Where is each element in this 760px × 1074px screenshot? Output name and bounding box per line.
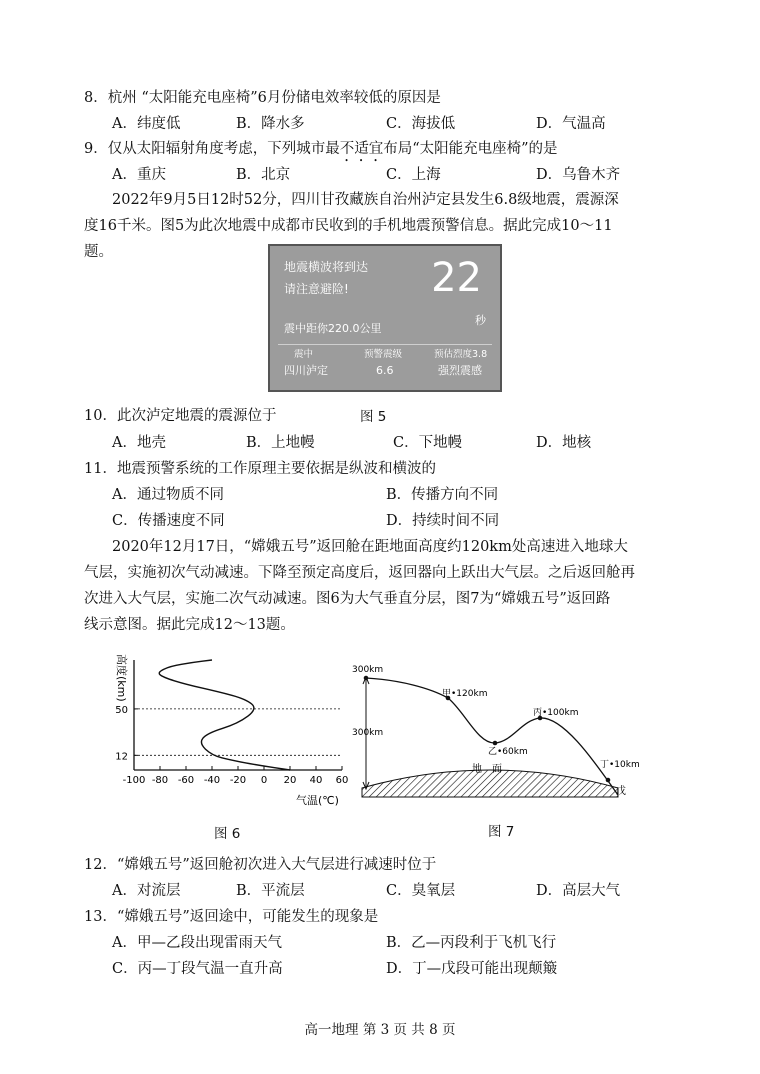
fig6-x-tick-label: 40: [309, 775, 323, 786]
alert-epicenter-label: 震中: [294, 349, 314, 360]
q10-option-b: B．上地幔: [246, 435, 315, 451]
alert-intensity-value: 强烈震感: [438, 364, 482, 377]
q10-option-a: A．地壳: [112, 435, 166, 451]
fig7-point-yi: [493, 741, 498, 746]
q9-option-d: D．乌鲁木齐: [536, 167, 621, 183]
alert-line-1: 地震横波将到达: [284, 260, 369, 274]
q9-stem-b: 布局“太阳能充电座椅”的是: [383, 141, 558, 157]
intro1-line-1: 2022年9月5日12时52分，四川甘孜藏族自治州泸定县发生6.8级地震，震源深: [112, 192, 619, 208]
q13-option-d: D．丁—戊段可能出现颠簸: [386, 961, 558, 977]
fig7-label-yi: 乙•60km: [488, 747, 528, 757]
fig5-caption: 图 5: [360, 409, 387, 425]
fig6-x-tick-label: 0: [260, 775, 268, 786]
fig6-y-label: 高度(km): [115, 654, 128, 702]
q10-stem: 10．此次泸定地震的震源位于: [84, 408, 277, 424]
page-footer: 高一地理 第 3 页 共 8 页: [304, 1022, 456, 1038]
fig7-label-jia: 甲•120km: [442, 689, 488, 699]
q11-option-a: A．通过物质不同: [112, 487, 224, 503]
alert-magnitude-value: 6.6: [376, 364, 394, 377]
fig7-trajectory-diagram: [350, 660, 650, 805]
q12-option-c: C．臭氧层: [386, 883, 456, 899]
fig6-x-tick-label: -80: [151, 775, 169, 786]
fig6-x-label: 气温(℃): [296, 794, 339, 807]
fig7-side-height: 300km: [352, 728, 384, 738]
q13-option-c: C．丙—丁段气温一直升高: [112, 961, 283, 977]
fig7-label-bing: 丙•100km: [533, 708, 579, 718]
alert-unit: 秒: [475, 314, 486, 327]
fig7-point-ding: [606, 778, 611, 783]
fig7-label-ding: 丁•10km: [600, 760, 640, 770]
fig6-x-tick-label: -100: [122, 775, 146, 786]
q12-option-a: A．对流层: [112, 883, 181, 899]
fig6-temperature-curve: [159, 660, 290, 770]
q8-option-c: C．海拔低: [386, 116, 456, 132]
q11-option-d: D．持续时间不同: [386, 513, 500, 529]
q11-option-b: B．传播方向不同: [386, 487, 499, 503]
q8-option-d: D．气温高: [536, 116, 606, 132]
q9-option-b: B．北京: [236, 167, 291, 183]
fig6-x-tick-label: 60: [335, 775, 349, 786]
alert-epicenter-value: 四川泸定: [284, 364, 328, 377]
q9-stem-a: 9．仅从太阳辐射角度考虑，下列城市最: [84, 141, 340, 157]
q12-option-d: D．高层大气: [536, 883, 621, 899]
fig6-caption: 图 6: [214, 826, 241, 842]
fig6-atmosphere-chart: [104, 648, 354, 808]
alert-intensity-label: 预估烈度3.8: [434, 349, 488, 360]
intro2-line-3: 次进入大气层，实施二次气动减速。图6为大气垂直分层，图7为“嫦娥五号”返回路: [84, 591, 611, 607]
q8-option-b: B．降水多: [236, 116, 305, 132]
alert-line-2: 请注意避险!: [284, 282, 349, 296]
fig6-x-tick-label: -20: [229, 775, 247, 786]
alert-distance: 震中距你220.0公里: [284, 322, 382, 335]
fig6-x-tick-label: -40: [203, 775, 221, 786]
fig6-x-tick-label: 20: [283, 775, 297, 786]
q12-option-b: B．平流层: [236, 883, 305, 899]
fig7-label-wu: 戊: [616, 786, 626, 797]
q9-stem: [84, 139, 558, 165]
intro1-line-3: 题。: [84, 244, 113, 260]
intro1-line-2: 度16千米。图5为此次地震中成都市民收到的手机地震预警信息。据此完成10～11: [84, 218, 613, 234]
q11-option-c: C．传播速度不同: [112, 513, 225, 529]
q9-option-c: C．上海: [386, 167, 441, 183]
q10-option-c: C．下地幔: [393, 435, 463, 451]
intro2-line-4: 线示意图。据此完成12～13题。: [84, 617, 295, 633]
q13-stem: 13．“嫦娥五号”返回途中，可能发生的现象是: [84, 909, 379, 925]
q13-option-a: A．甲—乙段出现雷雨天气: [112, 935, 282, 951]
q8-stem: 8．杭州 “太阳能充电座椅”6月份储电效率较低的原因是: [84, 90, 441, 106]
intro2-line-1: 2020年12月17日，“嫦娥五号”返回舱在距地面高度约120km处高速进入地球大: [112, 539, 628, 555]
earthquake-alert-screen: [268, 244, 502, 392]
q9-option-a: A．重庆: [112, 167, 166, 183]
fig7-point-start: [364, 676, 369, 681]
alert-separator: [278, 344, 492, 345]
alert-magnitude-label: 预警震级: [364, 349, 403, 360]
fig6-y-tick-label: 50: [115, 704, 128, 716]
fig7-caption: 图 7: [488, 824, 515, 840]
fig7-ground-label: 地 面: [472, 764, 502, 775]
q13-option-b: B．乙—丙段利于飞机飞行: [386, 935, 557, 951]
fig6-y-tick-label: 12: [115, 751, 128, 763]
q11-stem: 11．地震预警系统的工作原理主要依据是纵波和横波的: [84, 461, 436, 477]
q9-stem-emphasis: 不适宜: [339, 141, 384, 157]
intro2-line-2: 气层，实施初次气动减速。下降至预定高度后，返回器向上跃出大气层。之后返回舱再: [84, 565, 635, 581]
fig6-x-tick-label: -60: [177, 775, 195, 786]
q12-stem: 12．“嫦娥五号”返回舱初次进入大气层进行减速时位于: [84, 857, 437, 873]
q10-option-d: D．地核: [536, 435, 592, 451]
q8-option-a: A．纬度低: [112, 116, 181, 132]
alert-countdown: 22: [431, 255, 482, 301]
fig7-top-height: 300km: [352, 665, 384, 675]
